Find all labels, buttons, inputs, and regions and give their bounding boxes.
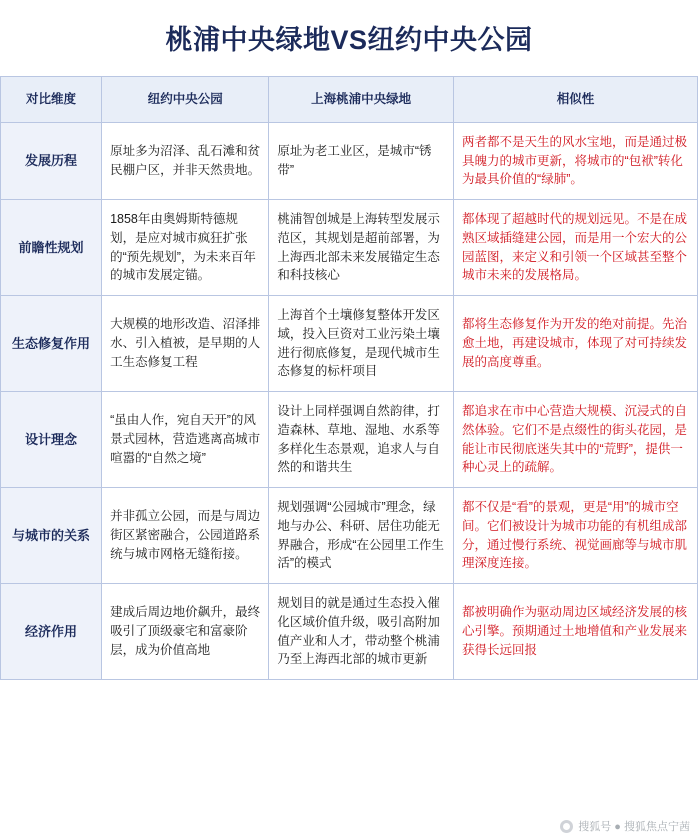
table-row	[1, 392, 698, 488]
table-row	[1, 296, 698, 392]
cell-dimension: 生态修复作用	[1, 296, 102, 392]
cell-dimension: 设计理念	[1, 392, 102, 488]
column-header-dimension: 对比维度	[1, 76, 102, 122]
cell-sh: 规划目的就是通过生态投入催化区域价值升级，吸引高附加值产业和人才，带动整个桃浦乃至上海西北部的城市更新	[269, 584, 454, 680]
table-row	[1, 122, 698, 199]
column-header-sh: 上海桃浦中央绿地	[269, 76, 454, 122]
cell-dimension: 发展历程	[1, 122, 102, 199]
cell-dimension: 经济作用	[1, 584, 102, 680]
cell-sh: 上海首个土壤修复整体开发区域，投入巨资对工业污染土壤进行彻底修复，是现代城市生态修复的标杆项目	[269, 296, 454, 392]
table-header-row	[1, 76, 698, 122]
cell-ny: 原址多为沼泽、乱石滩和贫民棚户区，并非天然贵地。	[102, 122, 269, 199]
table-body	[1, 122, 698, 679]
cell-ny: 大规模的地形改造、沼泽排水、引入植被，是早期的人工生态修复工程	[102, 296, 269, 392]
page-title: 桃浦中央绿地VS纽约中央公园	[165, 25, 533, 55]
table-row	[1, 584, 698, 680]
cell-dimension: 前瞻性规划	[1, 200, 102, 296]
column-header-similarity: 相似性	[454, 76, 698, 122]
table-row	[1, 200, 698, 296]
watermark-text: 搜狐号 ● 搜狐焦点宁茜	[578, 821, 690, 833]
cell-similarity: 两者都不是天生的风水宝地，而是通过极具魄力的城市更新，将城市的“包袱”转化为最具价值的“绿肺”。	[454, 122, 698, 199]
cell-ny: 建成后周边地价飙升，最终吸引了顶级豪宅和富豪阶层，成为价值高地	[102, 584, 269, 680]
cell-ny: 并非孤立公园，而是与周边街区紧密融合，公园道路系统与城市网格无缝衔接。	[102, 488, 269, 584]
cell-ny: “虽由人作，宛自天开”的风景式园林，营造逃离高城市喧嚣的“自然之境”	[102, 392, 269, 488]
cell-sh: 桃浦智创城是上海转型发展示范区，其规划是超前部署，为上海西北部未来发展锚定生态和科技核心	[269, 200, 454, 296]
cell-ny: 1858年由奥姆斯特德规划，是应对城市疯狂扩张的“预先规划”，为未来百年的城市发展定锚。	[102, 200, 269, 296]
page-title-bar	[0, 0, 698, 76]
cell-sh: 规划强调“公园城市”理念，绿地与办公、科研、居住功能无界融合，形成“在公园里工作生活”的模式	[269, 488, 454, 584]
cell-dimension: 与城市的关系	[1, 488, 102, 584]
cell-similarity: 都不仅是“看”的景观，更是“用”的城市空间。它们被设计为城市功能的有机组成部分，通过慢行系统、视觉画廊等与城市肌理深度连接。	[454, 488, 698, 584]
cell-similarity: 都将生态修复作为开发的绝对前提。先治愈土地，再建设城市，体现了对可持续发展的高度尊重。	[454, 296, 698, 392]
comparison-table	[0, 76, 698, 680]
watermark	[560, 818, 690, 834]
table-row	[1, 488, 698, 584]
cell-similarity: 都体现了超越时代的规划远见。不是在成熟区域插缝建公园，而是用一个宏大的公园蓝图，来定义和引领一个区域甚至整个城市未来的发展格局。	[454, 200, 698, 296]
cell-sh: 设计上同样强调自然韵律，打造森林、草地、湿地、水系等多样化生态景观，追求人与自然的和谐共生	[269, 392, 454, 488]
cell-sh: 原址为老工业区，是城市“锈带”	[269, 122, 454, 199]
cell-similarity: 都被明确作为驱动周边区域经济发展的核心引擎。预期通过土地增值和产业发展来获得长远回报	[454, 584, 698, 680]
sohu-logo-icon	[560, 820, 573, 833]
column-header-ny: 纽约中央公园	[102, 76, 269, 122]
table-header	[1, 76, 698, 122]
cell-similarity: 都追求在市中心营造大规模、沉浸式的自然体验。它们不是点缀性的街头花园，是能让市民彻底迷失其中的“荒野”，提供一种心灵上的疏解。	[454, 392, 698, 488]
